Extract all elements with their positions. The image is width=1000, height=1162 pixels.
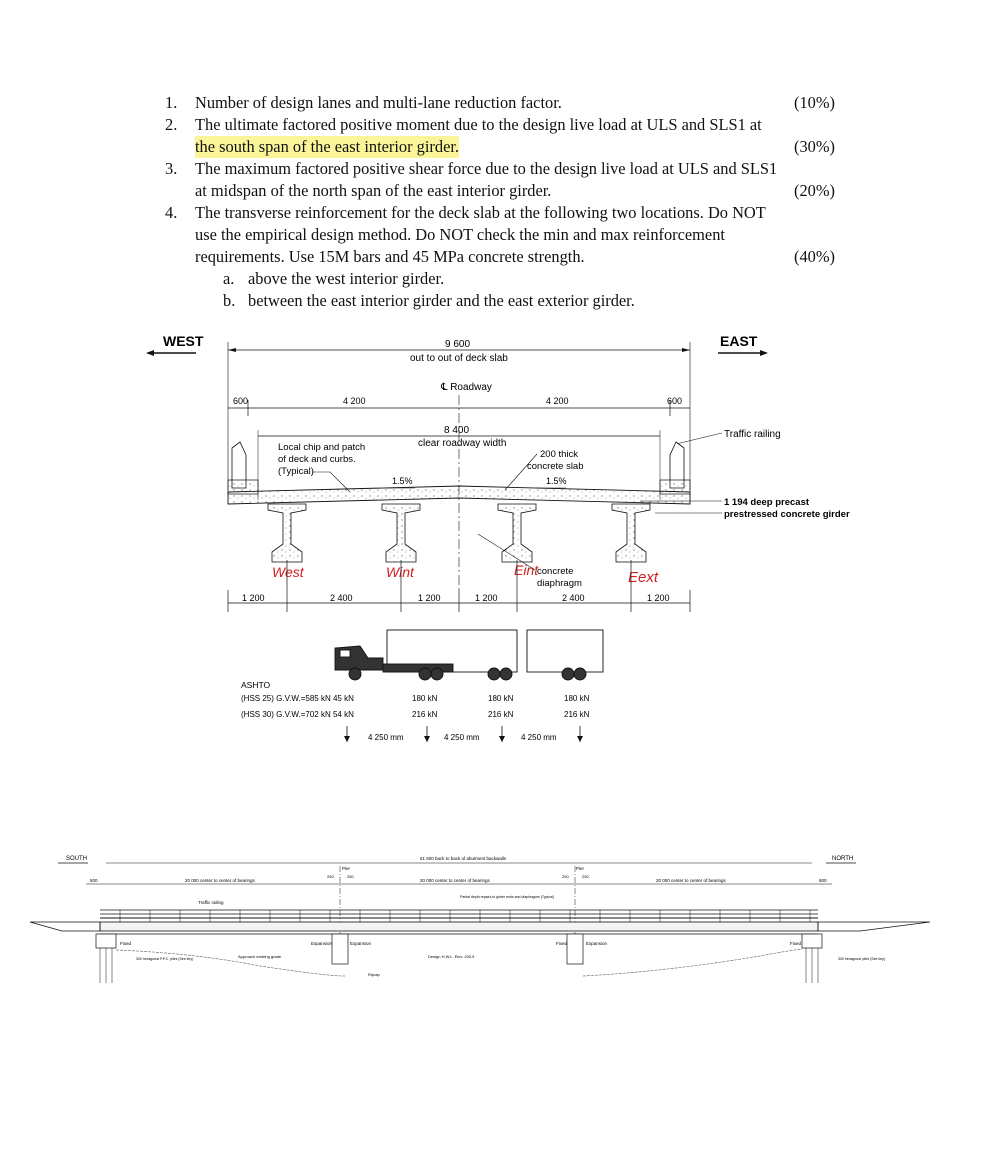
question-text: use the empirical design method. Do NOT check the min and max reinforcement [195,225,725,244]
span-mid: 20 000 center to center of bearings [420,878,490,883]
axle-spacing: 4 250 mm [521,733,557,742]
sub-item-text: between the east interior girder and the east exterior girder. [248,291,635,310]
axle-spacing: 4 250 mm [444,733,480,742]
question-3 [165,158,835,202]
hand-label-east-interior: Eint [514,562,539,578]
axle-load: 180 kN [412,694,438,703]
overall-description: out to out of deck slab [410,353,508,364]
question-list [165,92,835,312]
traffic-railing-label: Traffic railing [198,900,224,905]
partial-repair-label: Partial depth repairs to girder ends and diaphragms (Typical) [460,895,554,899]
question-text: The ultimate factored positive moment due to the design live load at ULS and SLS1 at [195,115,762,134]
question-text: requirements. Use 15M bars and 45 MPa concrete strength. [195,247,585,266]
sub-item-letter: b. [223,291,236,310]
dim-500-left: 500 [90,878,98,883]
north-label: NORTH [832,856,854,862]
bottom-dim: 1 200 [647,593,670,603]
dim-250: 250 [582,874,589,879]
elevation-drawing [0,848,1000,988]
girder-west-exterior [268,504,306,562]
girder-east-interior [498,504,536,562]
sub-item-b [165,290,835,312]
diaphragm-note: concrete diaphragm [537,566,582,589]
girder-note: 1 194 deep precast prestressed concrete girder [724,497,850,520]
bottom-dim: 1 200 [242,593,265,603]
question-weight: (40%) [794,247,835,266]
local-chip-note: Local chip and patch of deck and curbs. (Typical) [278,442,366,477]
hand-label-west-exterior: West [272,564,304,580]
dim-250: 250 [347,874,354,879]
question-number: 3. [165,159,178,178]
axle-load: 216 kN [412,710,438,719]
bottom-dim: 1 200 [475,593,498,603]
expansion-label: Expansion [311,941,333,946]
question-number: 4. [165,203,178,222]
dim-4200-right: 4 200 [546,396,569,406]
pier-label-right: Pier [576,866,585,871]
supports [96,934,822,964]
truck-standard-label: ASHTO [241,680,271,690]
pier-label-left: Pier [342,866,351,871]
east-label: EAST [720,333,758,349]
question-text: The transverse reinforcement for the deck slab at the following two locations. Do NOT [195,203,766,222]
question-text: at midspan of the north span of the east interior girder. [195,181,552,200]
deck-slab [228,486,690,504]
roadway-centerline-label: ℄ Roadway [441,382,492,393]
overall-dimension: 9 600 [445,339,471,350]
axle-load: 216 kN [488,710,514,719]
dim-600-right: 600 [667,396,683,406]
question-number: 2. [165,115,178,134]
girder-east-exterior [612,504,650,562]
sub-item-text: above the west interior girder. [248,269,445,288]
question-text-highlighted: the south span of the east interior girder. [195,137,460,156]
truck-loading-diagram [0,620,1000,750]
bottom-dim: 2 400 [562,593,585,603]
axle-load: 180 kN [564,694,590,703]
span-left: 20 000 center to center of bearings [185,878,255,883]
dim-500-right: 500 [819,878,827,883]
clear-roadway-dimension: 8 400 [444,425,470,436]
sub-item-a [165,268,835,290]
question-weight: (30%) [794,137,835,156]
bottom-dim: 2 400 [330,593,353,603]
pile-label-right: 300 hexagonal piles (See key) [838,957,886,961]
design-hwl-label: Design H.W.L. Elev. 200.5 [428,954,475,959]
clear-roadway-description: clear roadway width [418,438,507,449]
truck-hss30-row: (HSS 30) G.V.W.=702 kN 54 kN [241,710,354,719]
question-text: Number of design lanes and multi-lane reduction factor. [195,93,562,112]
pile-label-left: 300 hexagonal P.P.C. piles (See key) [136,957,194,961]
dim-250: 250 [562,874,569,879]
dim-4200-left: 4 200 [343,396,366,406]
cross-section-drawing [0,320,1000,620]
traffic-railing-note: Traffic railing [724,429,781,440]
west-label: WEST [163,333,204,349]
question-weight: (20%) [794,181,835,200]
span-right: 20 000 center to center of bearings [656,878,726,883]
expansion-label: Expansion [350,941,372,946]
approach-label: Approach existing grade [238,954,282,959]
south-label: SOUTH [66,856,87,862]
question-text: The maximum factored positive shear force due to the design live load at ULS and SLS1 [195,159,778,178]
axle-load: 216 kN [564,710,590,719]
truck-hss25-row: (HSS 25) G.V.W.=585 kN 45 kN [241,694,354,703]
truck-drawing [335,630,603,680]
fixed-label: Fixed [790,941,802,946]
girder-west-interior [382,504,420,562]
overall-length: 61 600 back to back of abutment backwalls [420,856,507,861]
axle-spacing: 4 250 mm [368,733,404,742]
slab-note: 200 thick concrete slab [527,449,584,472]
sub-item-letter: a. [223,269,235,288]
question-2 [165,114,835,158]
question-number: 1. [165,93,178,112]
dim-250: 250 [327,874,334,879]
question-4 [165,202,835,268]
hand-label-west-interior: Wint [386,564,414,580]
slope-right: 1.5% [546,476,567,486]
question-1 [165,92,835,114]
expansion-label: Expansion [586,941,608,946]
fixed-label: Fixed [556,941,568,946]
riprap-label: Riprap [368,972,380,977]
axle-load: 180 kN [488,694,514,703]
fixed-label: Fixed [120,941,132,946]
hand-label-east-exterior: Eext [628,569,659,586]
question-weight: (10%) [794,93,835,112]
bottom-dim: 1 200 [418,593,441,603]
dim-600-left: 600 [233,396,249,406]
slope-left: 1.5% [392,476,413,486]
